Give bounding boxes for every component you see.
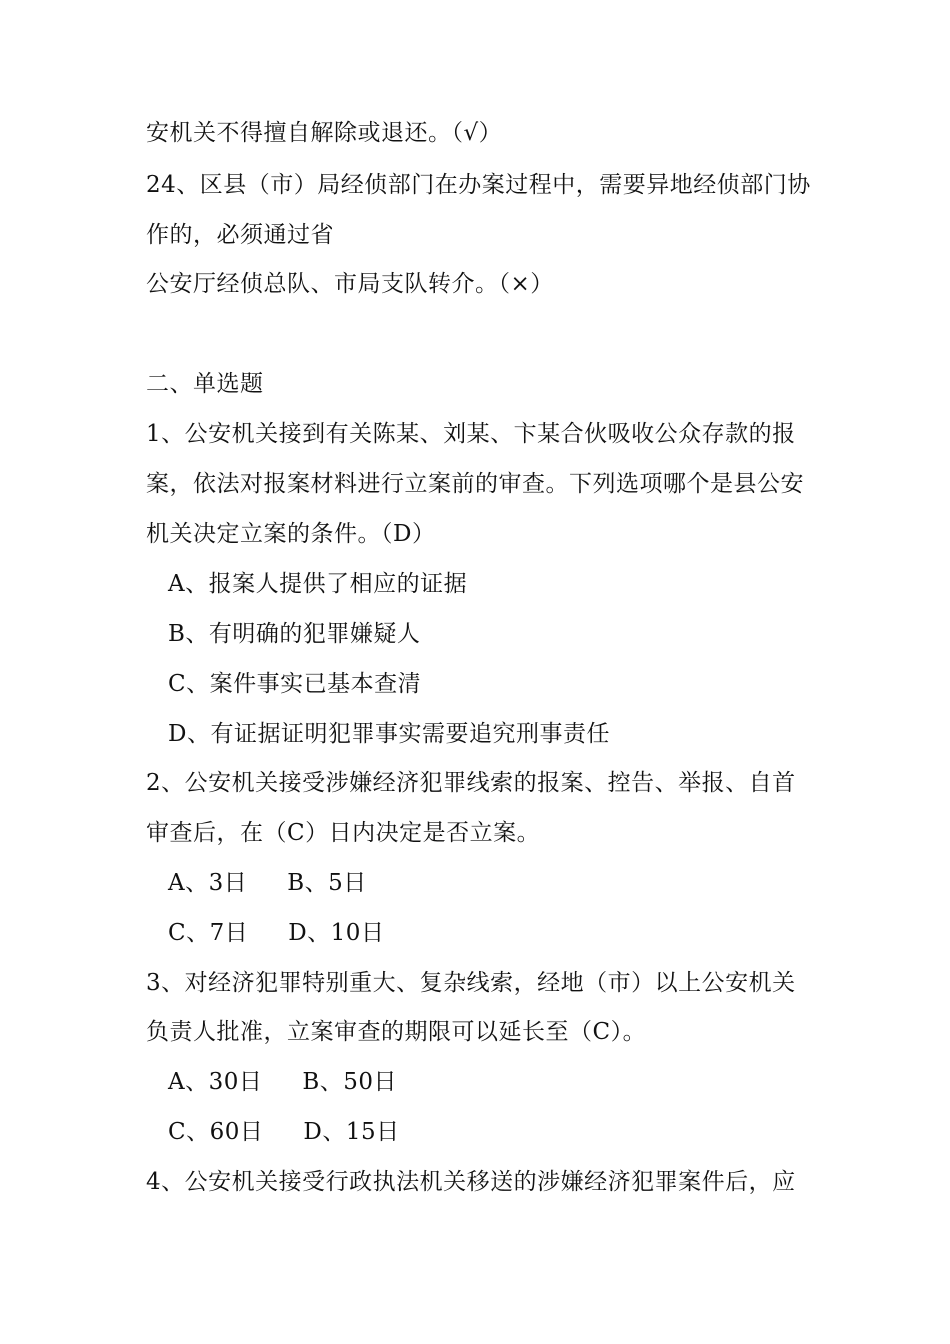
question-2-option-c: C、7日 (168, 920, 249, 946)
question-4-line-1: 4、公安机关接受行政执法机关移送的涉嫌经济犯罪案件后，应 (146, 1169, 796, 1195)
question-1-option-c: C、案件事实已基本查清 (168, 671, 422, 697)
question-1-option-a: A、报案人提供了相应的证据 (168, 571, 468, 597)
question-2-option-d: D、10日 (288, 920, 385, 946)
question-1-option-b: B、有明确的犯罪嫌疑人 (168, 621, 421, 647)
question-2-line-1: 2、公安机关接受涉嫌经济犯罪线索的报案、控告、举报、自首 (146, 770, 796, 796)
question-24-line-2: 作的，必须通过省 (146, 222, 334, 248)
question-24-line-1: 24、区县（市）局经侦部门在办案过程中，需要异地经侦部门协 (146, 172, 811, 198)
question-24-line-3: 公安厅经侦总队、市局支队转介。（×） (146, 271, 554, 297)
question-3-option-c: C、60日 (168, 1119, 264, 1145)
question-2-line-2: 审查后，在（C）日内决定是否立案。 (146, 820, 541, 846)
question-1-line-3: 机关决定立案的条件。（D） (146, 521, 436, 547)
question-2-options-cd (168, 918, 384, 948)
question-3-line-2: 负责人批准，立案审查的期限可以延长至（C）。 (146, 1019, 647, 1045)
question-2-option-b: B、5日 (287, 870, 367, 896)
question-1-option-d: D、有证据证明犯罪事实需要追究刑事责任 (168, 721, 610, 747)
question-3-options-cd (168, 1117, 400, 1147)
question-3-option-d: D、15日 (303, 1119, 400, 1145)
question-3-option-a: A、30日 (168, 1069, 263, 1095)
question-3-option-b: B、50日 (302, 1069, 398, 1095)
question-3-line-1: 3、对经济犯罪特别重大、复杂线索，经地（市）以上公安机关 (146, 970, 796, 996)
section-heading: 二、单选题 (146, 371, 264, 397)
question-2-options-ab (168, 868, 367, 898)
question-1-line-2: 案，依法对报案材料进行立案前的审查。下列选项哪个是县公安 (146, 471, 804, 497)
question-2-option-a: A、3日 (168, 870, 248, 896)
question-3-options-ab (168, 1067, 397, 1097)
text-line-1: 安机关不得擅自解除或退还。（√） (146, 120, 503, 146)
question-1-line-1: 1、公安机关接到有关陈某、刘某、卞某合伙吸收公众存款的报 (146, 421, 796, 447)
